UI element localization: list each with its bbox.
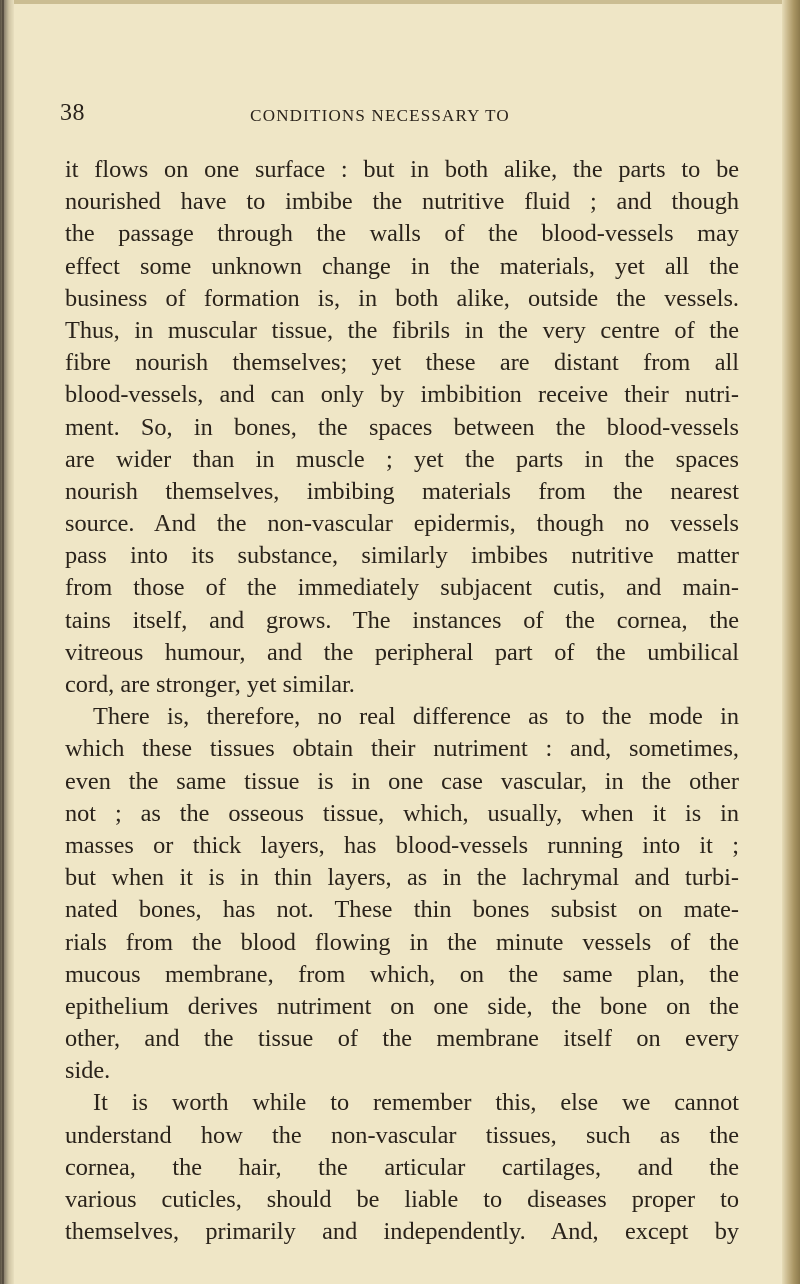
text-line: rials from the blood flowing in the minute vessels of the — [65, 928, 739, 956]
paragraph-end-line: side. — [65, 1057, 111, 1085]
text-line: mucous membrane, from which, on the same plan, the — [65, 960, 739, 988]
text-line: it flows on one surface : but in both alike, the parts to be — [65, 156, 739, 183]
text-line: masses or thick layers, has blood-vessels running into it ; — [65, 831, 739, 859]
text-line: effect some unknown change in the materials, yet all the — [65, 252, 739, 280]
text-line: are wider than in muscle ; yet the parts in the spaces — [65, 445, 739, 473]
binding-shadow-line — [2, 0, 4, 1284]
text-line: vitreous humour, and the peripheral part of the umbilical — [65, 638, 739, 666]
text-line: understand how the non-vascular tissues, such as the — [65, 1121, 739, 1149]
page-right-edge — [782, 0, 800, 1284]
text-line: which these tissues obtain their nutriment : and, sometimes, — [65, 735, 739, 763]
page-number: 38 — [60, 100, 85, 126]
book-page — [60, 0, 740, 1284]
text-line: tains itself, and grows. The instances of the cornea, the — [65, 606, 739, 634]
paragraph-start-line: There is, therefore, no real difference as to the mode in — [93, 703, 739, 731]
text-line: not ; as the osseous tissue, which, usually, when it is in — [65, 799, 739, 827]
text-line: source. And the non-vascular epidermis, though no vessels — [65, 510, 739, 538]
text-line: ment. So, in bones, the spaces between the blood-vessels — [65, 413, 739, 441]
text-line: nourish themselves, imbibing materials from the nearest — [65, 477, 739, 505]
text-line: nourished have to imbibe the nutritive fluid ; and though — [65, 188, 739, 216]
text-line: but when it is in thin layers, as in the lachrymal and turbi- — [65, 864, 739, 892]
text-line: fibre nourish themselves; yet these are distant from all — [65, 349, 739, 377]
page-header — [60, 100, 740, 130]
text-line: even the same tissue is in one case vascular, in the other — [65, 767, 739, 795]
body-text — [65, 154, 739, 1248]
paragraph-start-line: It is worth while to remember this, else we cannot — [93, 1089, 739, 1117]
text-line: Thus, in muscular tissue, the fibrils in the very centre of the — [65, 316, 739, 344]
text-line: various cuticles, should be liable to diseases proper to — [65, 1186, 739, 1213]
text-line: the passage through the walls of the blood-vessels may — [65, 220, 739, 248]
text-line: cornea, the hair, the articular cartilages, and the — [65, 1153, 739, 1181]
text-line: business of formation is, in both alike, outside the vessels. — [65, 284, 739, 312]
text-line: from those of the immediately subjacent cutis, and main- — [65, 574, 739, 602]
text-line: epithelium derives nutriment on one side, the bone on the — [65, 992, 739, 1020]
text-line: nated bones, has not. These thin bones subsist on mate- — [65, 896, 739, 924]
paragraph-end-line: cord, are stronger, yet similar. — [65, 671, 355, 698]
text-line: pass into its substance, similarly imbibes nutritive matter — [65, 542, 739, 570]
text-line: blood-vessels, and can only by imbibition receive their nutri- — [65, 381, 739, 409]
text-line: other, and the tissue of the membrane itself on every — [65, 1025, 739, 1053]
text-line: themselves, primarily and independently. And, except by — [65, 1218, 739, 1246]
running-head: CONDITIONS NECESSARY TO — [250, 106, 510, 125]
